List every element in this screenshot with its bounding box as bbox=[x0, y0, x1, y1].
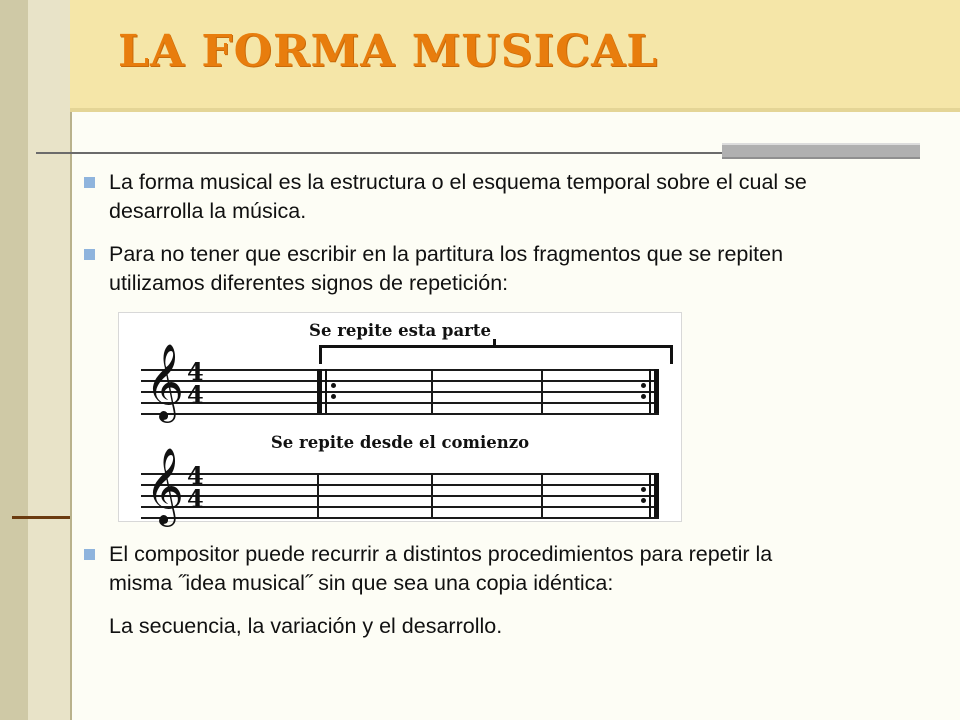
repeat-dot bbox=[331, 394, 336, 399]
barline bbox=[431, 369, 433, 413]
repeat-span-brace-stem bbox=[493, 339, 496, 347]
staff-line bbox=[141, 495, 659, 497]
repeat-dot bbox=[641, 498, 646, 503]
repeat-span-brace bbox=[319, 345, 673, 364]
repeat-dot bbox=[641, 383, 646, 388]
repeat-thin-line bbox=[649, 369, 651, 413]
left-accent-tick bbox=[12, 516, 70, 519]
page-title: LA FORMA MUSICAL bbox=[118, 26, 659, 77]
time-signature-numerator: 4 bbox=[187, 461, 204, 490]
repeat-dot bbox=[641, 487, 646, 492]
repeat-thick-line bbox=[654, 473, 659, 517]
staff-line bbox=[141, 402, 659, 404]
repeat-thin-line bbox=[649, 473, 651, 517]
list-item bbox=[84, 168, 854, 226]
staff-line bbox=[141, 413, 659, 415]
time-signature bbox=[187, 357, 204, 409]
slide-body-lower bbox=[84, 540, 854, 641]
title-band-shadow bbox=[70, 108, 960, 112]
staff-line bbox=[141, 517, 659, 519]
score-caption-top: Se repite esta parte bbox=[309, 321, 491, 340]
list-item-text: La forma musical es la estructura o el esquema temporal sobre el cual se desarrolla la música. bbox=[109, 170, 807, 223]
closing-line: La secuencia, la variación y el desarrollo. bbox=[109, 614, 503, 638]
list-item-text: El compositor puede recurrir a distintos procedimientos para repetir la misma ˝idea musical˝ sin que sea una copia idéntica: bbox=[109, 542, 773, 595]
repeat-thick-line bbox=[317, 369, 322, 413]
time-signature bbox=[187, 461, 204, 513]
barline bbox=[431, 473, 433, 517]
slide-body bbox=[84, 168, 854, 312]
barline bbox=[541, 473, 543, 517]
left-decorative-band-outer bbox=[0, 0, 28, 720]
barline bbox=[317, 473, 319, 517]
staff-second bbox=[141, 447, 659, 524]
treble-clef-icon: 𝄞 bbox=[145, 447, 185, 524]
staff-line bbox=[141, 484, 659, 486]
staff-first bbox=[141, 343, 659, 420]
list-item bbox=[84, 240, 854, 298]
repeat-thin-line bbox=[325, 369, 327, 413]
score-caption-bottom: Se repite desde el comienzo bbox=[270, 433, 530, 452]
barline bbox=[541, 369, 543, 413]
list-item bbox=[84, 540, 854, 598]
time-signature-numerator: 4 bbox=[187, 357, 204, 386]
repeat-dot bbox=[641, 394, 646, 399]
repeat-dot bbox=[331, 383, 336, 388]
staff-line bbox=[141, 473, 659, 475]
title-divider-accent bbox=[722, 143, 920, 159]
square-bullet-icon bbox=[84, 549, 95, 560]
treble-clef-icon: 𝄞 bbox=[145, 343, 185, 420]
staff-line bbox=[141, 369, 659, 371]
square-bullet-icon bbox=[84, 177, 95, 188]
time-signature-denominator: 4 bbox=[187, 380, 204, 409]
time-signature-denominator: 4 bbox=[187, 484, 204, 513]
staff-line bbox=[141, 391, 659, 393]
list-item-text: Para no tener que escribir en la partitura los fragmentos que se repiten utilizamos diferentes signos de repetición: bbox=[109, 242, 784, 295]
staff-line bbox=[141, 506, 659, 508]
square-bullet-icon bbox=[84, 249, 95, 260]
staff-line bbox=[141, 380, 659, 382]
left-decorative-band-inner bbox=[28, 0, 70, 720]
repeat-thick-line bbox=[654, 369, 659, 413]
music-score-figure bbox=[118, 312, 682, 522]
